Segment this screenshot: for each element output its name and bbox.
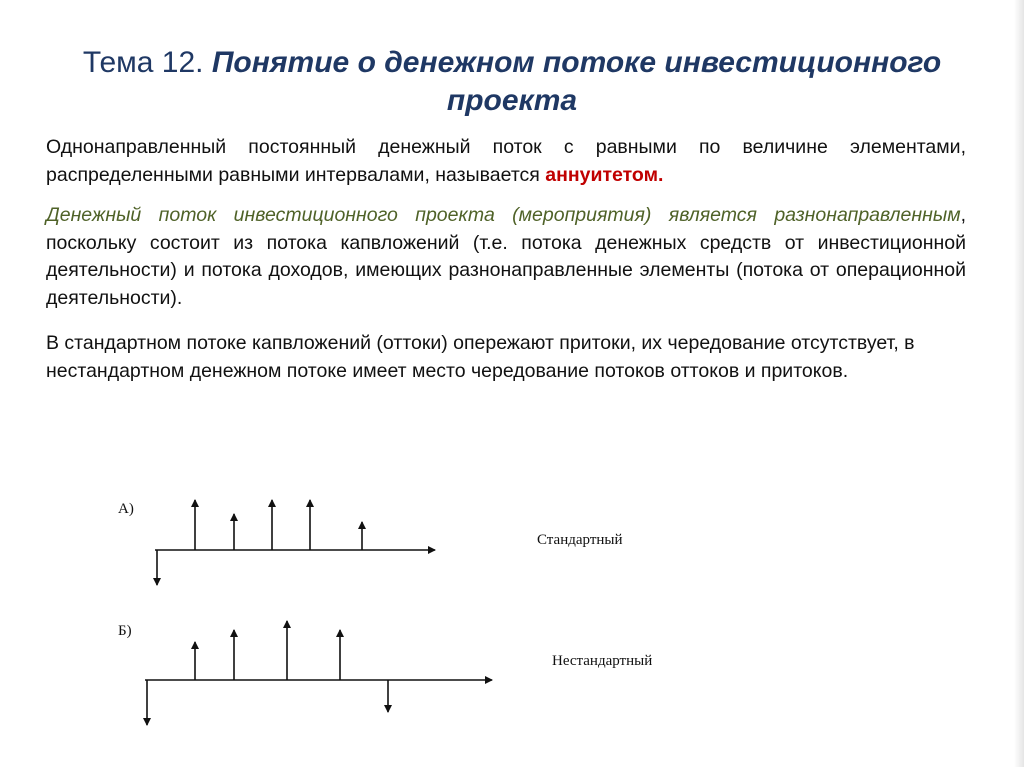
paragraph-standard-flow [46, 330, 966, 385]
multidirectional-term: Денежный поток инвестиционного проекта (мероприятия) является разнонаправленным [46, 204, 961, 226]
paragraph-multidirectional [46, 202, 966, 312]
paragraph-annuity-text: Однонаправленный постоянный денежный поток с равными по величине элементами, распределенными равными интервалами, называется [46, 136, 966, 186]
paragraph-standard-flow-text: В стандартном потоке капвложений (оттоки) опережают притоки, их чередование отсутствует, в нестандартном денежном потоке имеет место чередование потоков оттоков и притоков. [46, 332, 915, 382]
diagram-b-caption: Нестандартный [552, 653, 653, 669]
paragraph-annuity [46, 134, 966, 189]
cash-flow-diagrams [100, 480, 740, 750]
title-main: Понятие о денежном потоке инвестиционного проекта [211, 46, 942, 117]
annuity-term: аннуитетом. [545, 163, 664, 186]
diagram-b-label: Б) [118, 623, 132, 639]
title-prefix: Тема 12. [82, 46, 204, 79]
diagram-a-label: А) [118, 501, 134, 517]
slide-title [40, 44, 984, 120]
diagram-nonstandard [118, 621, 652, 725]
diagram-standard [118, 500, 623, 585]
slide-edge-shadow [1014, 0, 1024, 767]
paragraph-multidirectional-text: , поскольку состоит из потока капвложений (т.е. потока денежных средств от инвестиционной деятельности) и потока доходов, имеющих разнонаправленные элементы (потока от операционной деятельности). [46, 204, 966, 309]
diagram-a-caption: Стандартный [537, 532, 623, 548]
